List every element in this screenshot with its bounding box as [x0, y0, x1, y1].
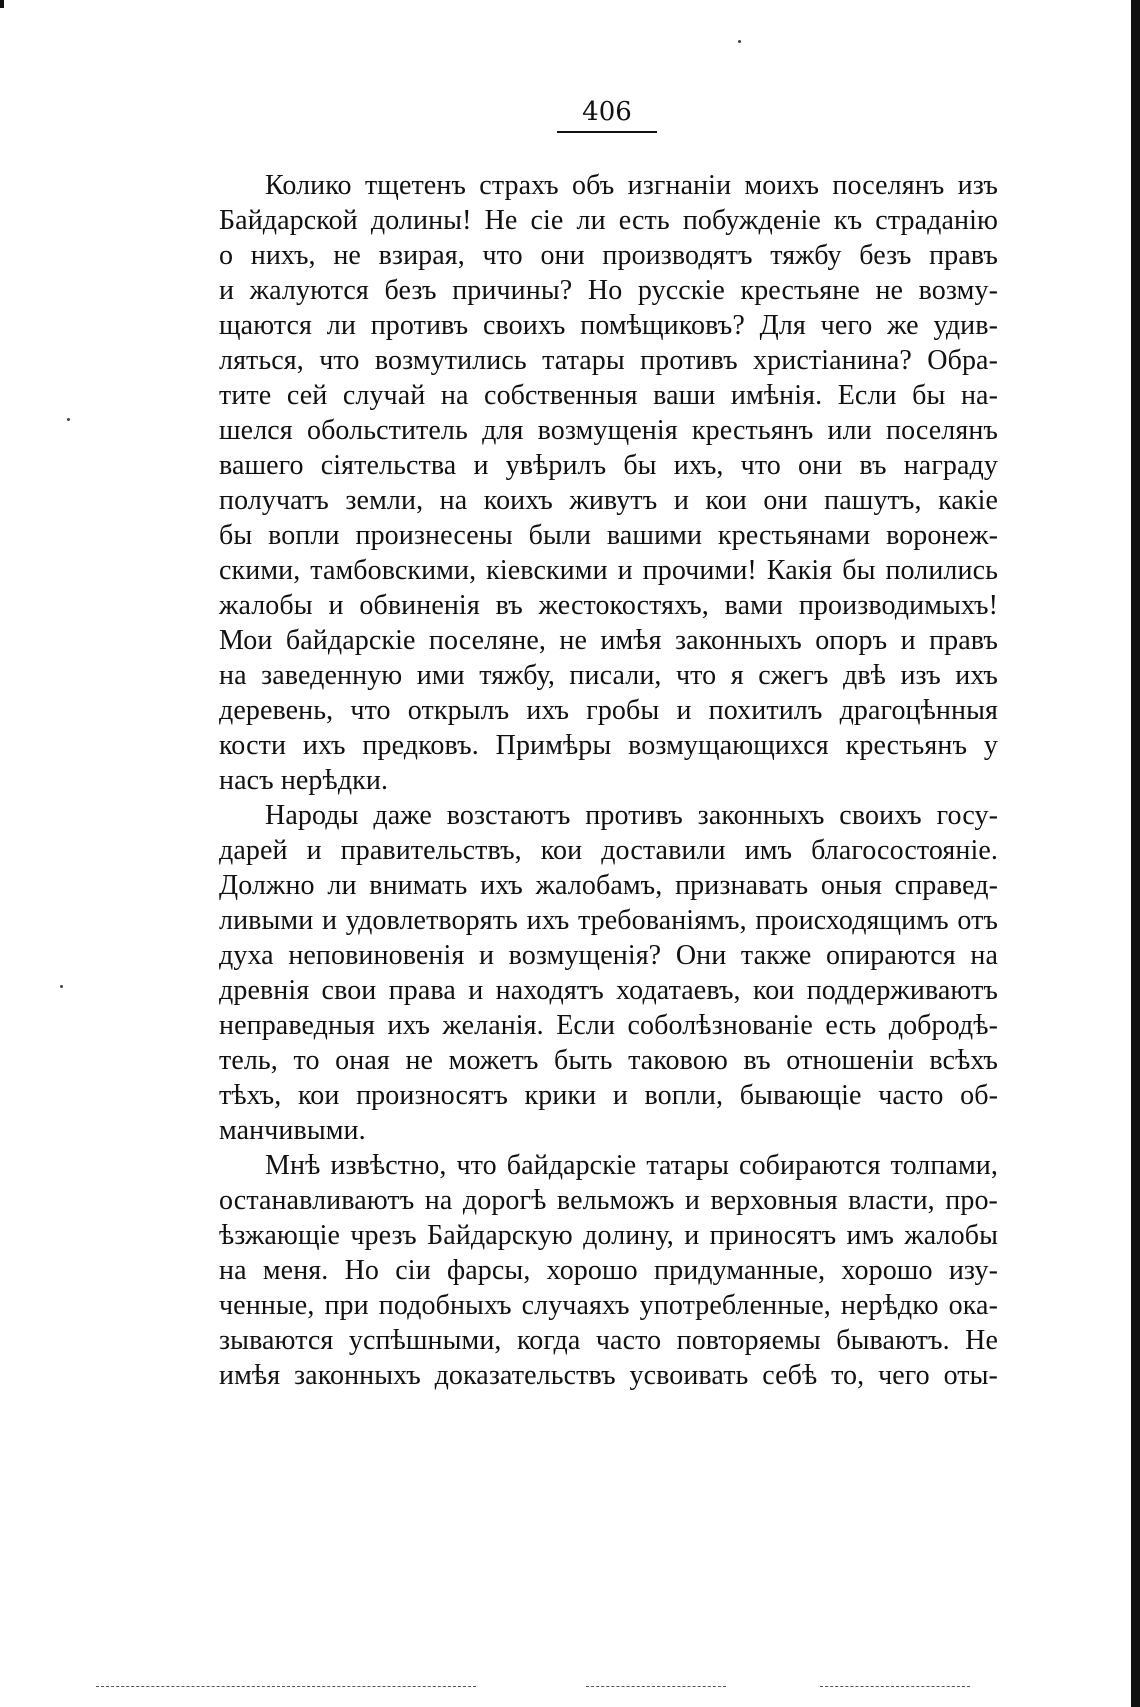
body-text — [219, 168, 998, 1393]
text-line: останавливаютъ на дорогѣ вельможъ и верховныя власти, про- — [219, 1185, 998, 1216]
text-line: шелся обольститель для возмущенiя крестьянъ или поселянъ — [219, 415, 998, 446]
text-line: Байдарской долины! Не сiе ли есть побужденiе къ страданiю — [219, 205, 998, 236]
text-line: деревень, что открылъ ихъ гробы и похитилъ драгоцѣнныя — [219, 695, 998, 726]
text-line: ливыми и удовлетворять ихъ требованiямъ, происходящимъ отъ — [219, 905, 998, 936]
bottom-scan-rule — [820, 1686, 970, 1687]
bottom-scan-rule — [96, 1686, 476, 1687]
text-line: дарей и правительствъ, кои доставили имъ благосостоянiе. — [219, 835, 998, 866]
text-line: тите сей случай на собственныя ваши имѣнiя. Если бы на- — [219, 380, 998, 411]
paragraph-3 — [219, 1148, 998, 1393]
text-line: и жалуются безъ причины? Но русскiе крестьяне не возму- — [219, 275, 998, 306]
text-line: вашего сiятельства и увѣрилъ бы ихъ, что они въ награду — [219, 450, 998, 481]
text-line: манчивыми. — [219, 1115, 366, 1146]
scan-edge-border — [1131, 0, 1140, 1707]
text-line: зываются успѣшными, когда часто повторяемы бываютъ. Не — [219, 1325, 998, 1356]
text-line: на заведенную ими тяжбу, писали, что я сжегъ двѣ изъ ихъ — [219, 660, 998, 691]
text-line: на меня. Но сiи фарсы, хорошо придуманные, хорошо изу- — [219, 1255, 998, 1286]
text-line: имѣя законныхъ доказательствъ усвоивать себѣ то, чего оты- — [219, 1360, 998, 1391]
text-line: кости ихъ предковъ. Примѣры возмущающихся крестьянъ у — [219, 730, 998, 761]
text-line: ченные, при подобныхъ случаяхъ употребленные, нерѣдко ока- — [219, 1290, 998, 1321]
text-line: бы вопли произнесены были вашими крестьянами воронеж- — [219, 520, 998, 551]
scan-speck — [738, 40, 741, 43]
text-line: щаются ли противъ своихъ помѣщиковъ? Для чего же удив- — [219, 310, 998, 341]
scan-mark — [0, 0, 4, 8]
text-line: Мнѣ извѣстно, что байдарскiе татары собираются толпами, — [265, 1150, 998, 1181]
scan-speck — [67, 418, 70, 421]
text-line: жалобы и обвиненiя въ жестокостяхъ, вами производимыхъ! — [219, 590, 998, 621]
bottom-scan-rule — [586, 1686, 726, 1687]
page-number: 406 — [557, 97, 657, 133]
text-line: Мои байдарскiе поселяне, не имѣя законныхъ опоръ и правъ — [219, 625, 998, 656]
paragraph-1 — [219, 168, 998, 798]
text-line: получатъ земли, на коихъ живутъ и кои они пашутъ, какiе — [219, 485, 998, 516]
text-line: неправедныя ихъ желанiя. Если соболѣзнованiе есть добродѣ- — [219, 1010, 998, 1041]
text-line: насъ нерѣдки. — [219, 765, 389, 796]
text-line: ляться, что возмутились татары противъ христiанина? Обра- — [219, 345, 998, 376]
text-line: скими, тамбовскими, кiевскими и прочими! Какiя бы полились — [219, 555, 998, 586]
text-line: Народы даже возстаютъ противъ законныхъ своихъ госу- — [265, 800, 998, 831]
text-line: Должно ли внимать ихъ жалобамъ, признавать оныя справед- — [219, 870, 998, 901]
paragraph-2 — [219, 798, 998, 1148]
text-line: о нихъ, не взирая, что они производятъ тяжбу безъ правъ — [219, 240, 998, 271]
scan-speck — [60, 985, 63, 988]
text-line: Колико тщетенъ страхъ объ изгнанiи моихъ поселянъ изъ — [265, 170, 998, 201]
text-line: древнiя свои права и находятъ ходатаевъ, кои поддерживаютъ — [219, 975, 998, 1006]
text-line: тель, то оная не можетъ быть таковою въ отношенiи всѣхъ — [219, 1045, 998, 1076]
text-line: тѣхъ, кои произносятъ крики и вопли, бывающiе часто об- — [219, 1080, 998, 1111]
text-line: ѣзжающiе чрезъ Байдарскую долину, и приносятъ имъ жалобы — [219, 1220, 998, 1251]
text-line: духа неповиновенiя и возмущенiя? Они также опираются на — [219, 940, 998, 971]
